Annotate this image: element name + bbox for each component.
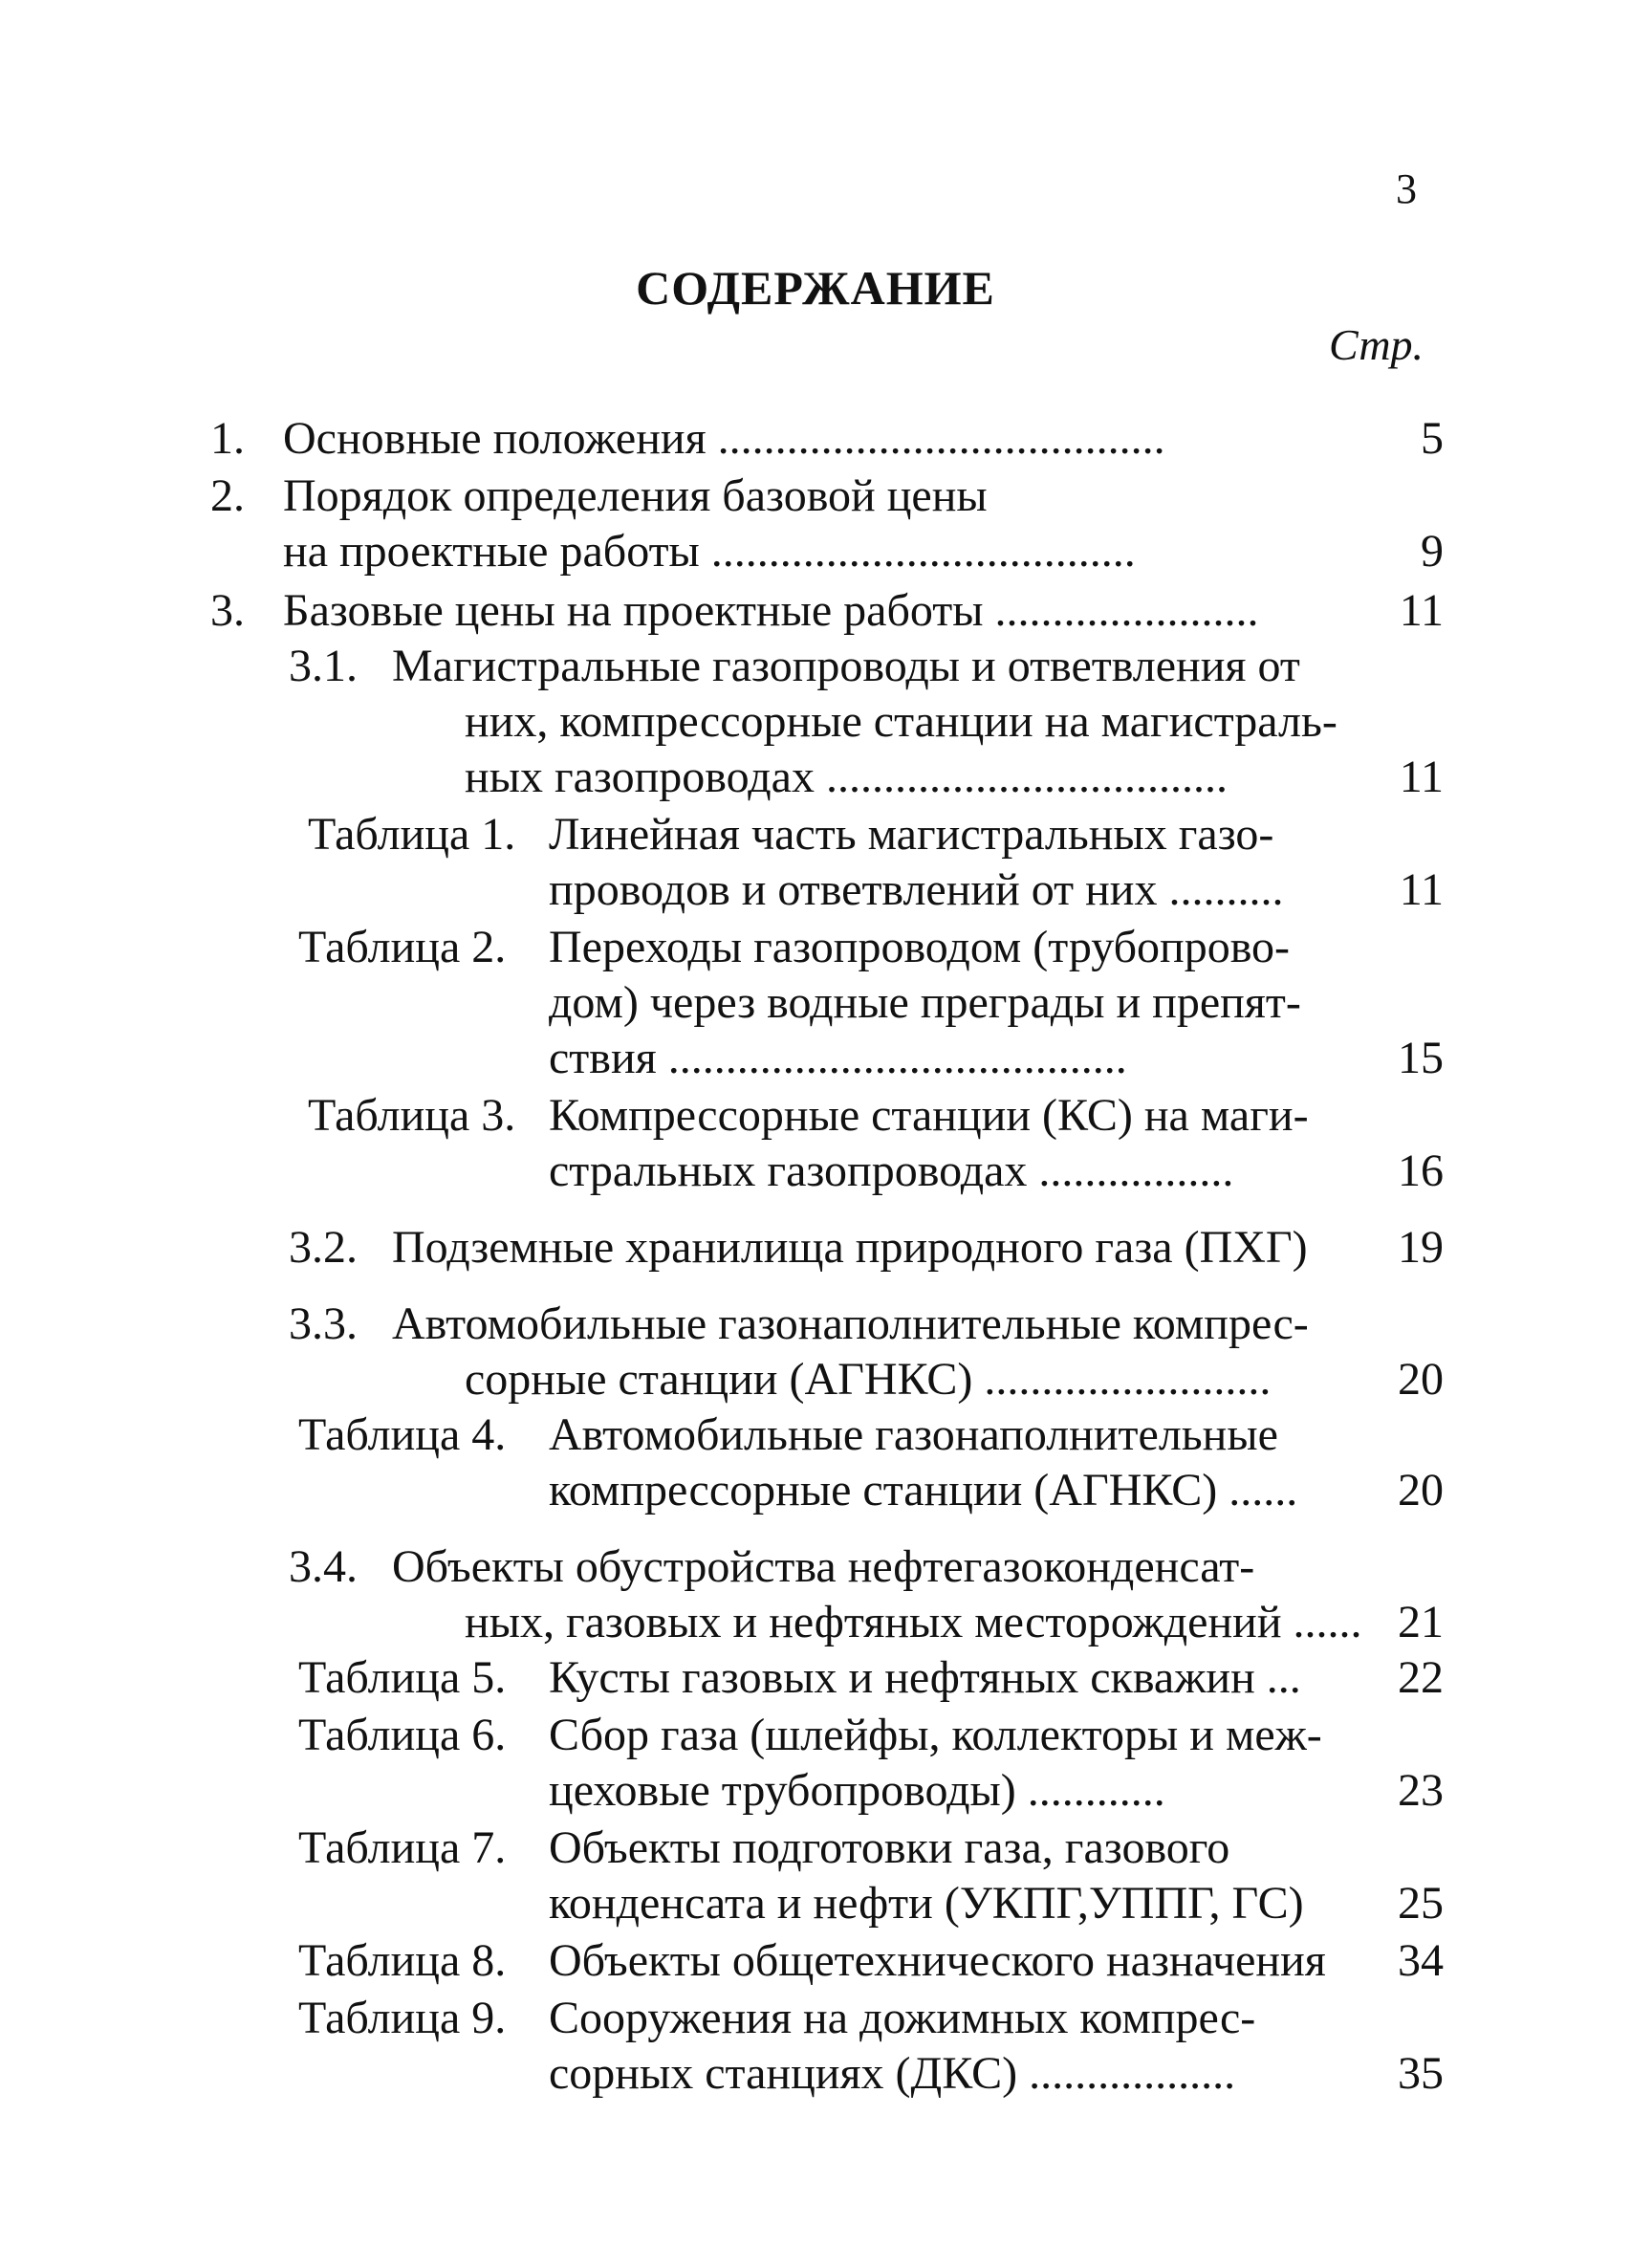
toc-entry-number: Таблица 8. [298,1935,507,1986]
toc-entry-number: 3. [210,585,245,636]
document-title: СОДЕРЖАНИЕ [636,261,995,315]
toc-entry-text: Магистральные газопроводы и ответвления от [392,641,1300,691]
toc-entry-text: Компрессорные станции (КС) на маги- [549,1090,1309,1141]
toc-entry-text: Сооружения на дожимных компрес- [549,1993,1256,2043]
toc-entry-number: Таблица 5. [298,1652,507,1703]
toc-entry-text: сорных станциях (ДКС) .................. [549,2048,1236,2099]
toc-entry-text: ных, газовых и нефтяных месторождений ...... [465,1597,1362,1647]
toc-entry-text: Кусты газовых и нефтяных скважин ... [549,1652,1301,1703]
toc-entry-page: 34 [1398,1935,1444,1986]
toc-entry-page: 11 [1399,585,1444,636]
toc-entry-page: 16 [1398,1145,1444,1196]
toc-entry-text: ствия ........................................ [549,1033,1127,1083]
toc-entry-text: Линейная часть магистральных газо- [549,809,1274,860]
toc-entry-text: ных газопроводах ................................... [465,752,1228,802]
toc-entry-text: Базовые цены на проектные работы ....................... [283,585,1259,636]
toc-entry-text: компрессорные станции (АГНКС) ...... [549,1465,1298,1516]
toc-entry-page: 9 [1421,526,1444,577]
toc-entry-number: Таблица 2. [298,922,507,972]
toc-entry-page: 11 [1399,752,1444,802]
toc-entry-number: 2. [210,470,245,521]
toc-entry-text: Объекты общетехнического назначения [549,1935,1326,1986]
toc-entry-number: Таблица 1. [308,809,516,860]
toc-entry-page: 35 [1398,2048,1444,2099]
toc-entry-text: стральных газопроводах ................. [549,1145,1234,1196]
toc-entry-text: сорные станции (АГНКС) ......................... [465,1354,1272,1405]
toc-entry-page: 20 [1398,1354,1444,1405]
toc-entry-text: Объекты обустройства нефтегазоконденсат- [392,1541,1255,1592]
toc-entry-page: 20 [1398,1465,1444,1516]
toc-entry-text: них, компрессорные станции на магистраль- [465,696,1337,747]
toc-entry-page: 11 [1399,864,1444,915]
toc-entry-text: Автомобильные газонаполнительные [549,1409,1278,1460]
toc-entry-text: Сбор газа (шлейфы, коллекторы и меж- [549,1710,1322,1760]
toc-entry-text: Переходы газопроводом (трубопрово- [549,922,1291,972]
toc-entry-text: Автомобильные газонаполнительные компрес- [392,1298,1309,1349]
toc-entry-number: 3.1. [289,641,358,691]
toc-entry-number: Таблица 6. [298,1710,507,1760]
toc-entry-text: на проектные работы ..................................... [283,526,1136,577]
toc-entry-text: дом) через водные преграды и препят- [549,977,1301,1028]
toc-entry-text: цеховые трубопроводы) ............ [549,1765,1165,1816]
toc-entry-text: проводов и ответвлений от них .......... [549,864,1284,915]
toc-entry-text: Порядок определения базовой цены [283,470,988,521]
toc-entry-page: 19 [1398,1222,1444,1273]
toc-entry-number: Таблица 4. [298,1409,507,1460]
toc-entry-text: Объекты подготовки газа, газового [549,1822,1230,1873]
toc-entry-text: Подземные хранилища природного газа (ПХГ) [392,1222,1308,1273]
toc-entry-page: 5 [1421,413,1444,464]
page-number: 3 [1396,165,1417,212]
toc-entry-number: 3.4. [289,1541,358,1592]
toc-entry-number: Таблица 7. [298,1822,507,1873]
toc-entry-page: 15 [1398,1033,1444,1083]
toc-entry-number: 3.2. [289,1222,358,1273]
toc-entry-page: 25 [1398,1878,1444,1929]
toc-entry-page: 23 [1398,1765,1444,1816]
toc-entry-text: конденсата и нефти (УКПГ,УППГ, ГС) [549,1878,1304,1929]
toc-entry-text: Основные положения ....................................... [283,413,1165,464]
toc-entry-number: 1. [210,413,245,464]
page-column-label: Стр. [1329,320,1424,369]
toc-entry-page: 21 [1398,1597,1444,1647]
toc-entry-page: 22 [1398,1652,1444,1703]
toc-entry-number: 3.3. [289,1298,358,1349]
toc-entry-number: Таблица 9. [298,1993,507,2043]
toc-entry-number: Таблица 3. [308,1090,516,1141]
